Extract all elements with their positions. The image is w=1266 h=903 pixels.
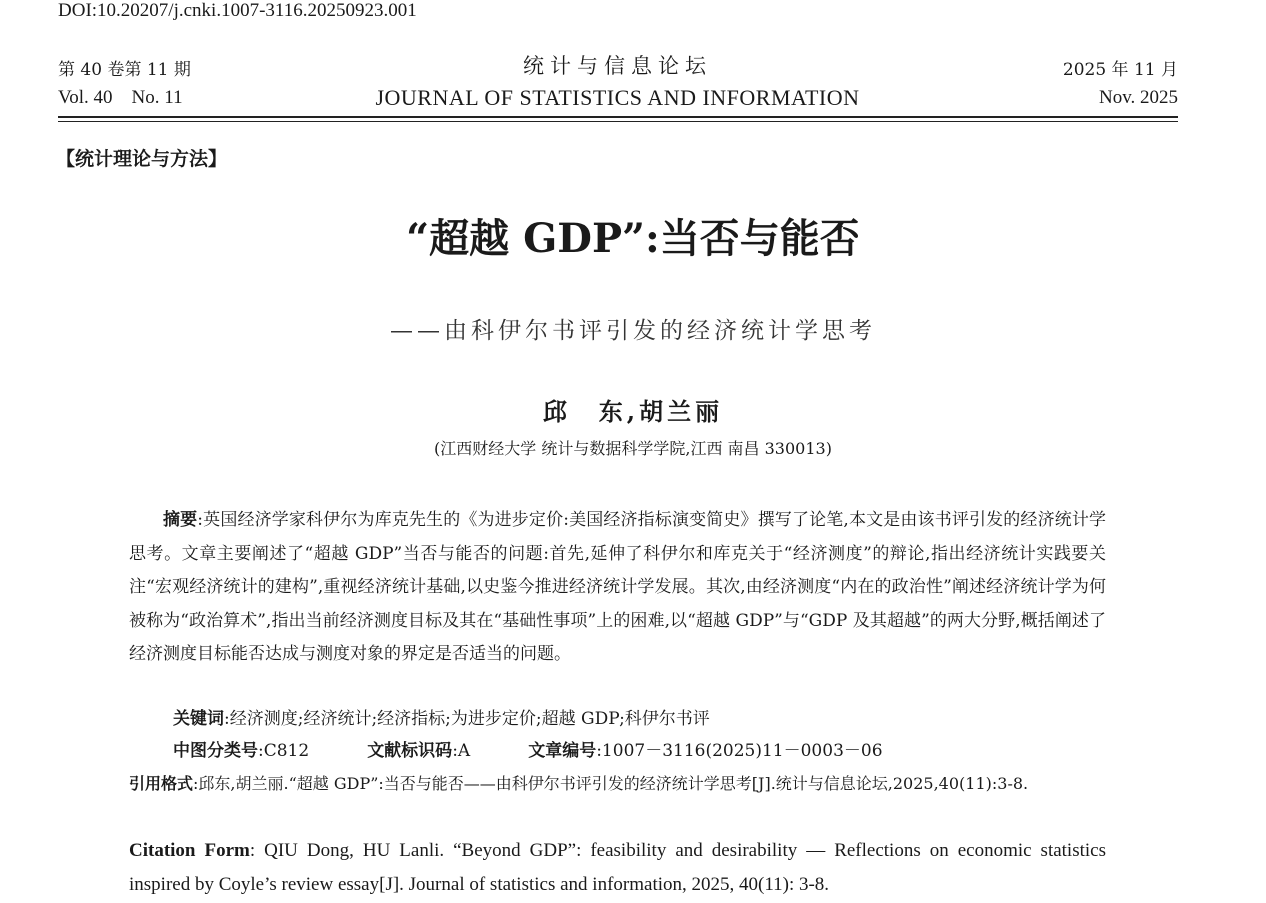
abstract <box>129 504 1106 672</box>
volume-cn: 第 40 卷第 11 期 <box>58 60 191 80</box>
paper-affiliation: (江西财经大学 统计与数据科学学院,江西 南昌 330013) <box>434 439 832 458</box>
citation-en-label: Citation Form <box>129 840 250 861</box>
keywords-text: :经济测度;经济统计;经济指标;为进步定价;超越 GDP;科伊尔书评 <box>224 709 710 729</box>
clc-label: 中图分类号 <box>173 741 258 761</box>
citation-cn <box>129 768 1106 800</box>
clc-value: :C812 <box>258 741 310 761</box>
abstract-text: :英国经济学家科伊尔为库克先生的《为进步定价:美国经济指标演变简史》撰写了论笔,本文是由该书评引发的经济统计学思考。文章主要阐述了“超越 GDP”当否与能否的问题:首先,延伸了科伊尔和库克关于“经济测度”的辩论,指出经济统计实践要关注“宏观经济统计的建构”,重视经济统计基础,以史鉴今推进经济统计学发展。其次,由经济测度“内在的政治性”阐述经济统计学为何被称为“政治算术”,指出当前经济测度目标及其在“基础性事项”上的困难,以“超越 GDP”与“GDP 及其超越”的两大分野,概括阐述了经济测度目标能否达成与测度对象的界定是否适当的问题。 <box>129 510 1107 664</box>
citation-en <box>129 834 1106 902</box>
volume-en: Vol. 40 No. 11 <box>58 87 183 108</box>
paper-title: “超越 GDP”:当否与能否 <box>406 215 860 262</box>
doi-line: DOI:10.20207/j.cnki.1007-3116.20250923.001 <box>58 0 417 21</box>
keywords-label: 关键词 <box>173 709 224 729</box>
header-journal <box>330 50 905 114</box>
citation-cn-label: 引用格式 <box>129 774 194 793</box>
doc-code-value: :A <box>452 741 471 761</box>
classification-line <box>173 736 883 766</box>
header-rule-thin <box>58 121 1178 122</box>
journal-name-en: JOURNAL OF STATISTICS AND INFORMATION <box>375 85 860 110</box>
header-rule-thick <box>58 116 1178 118</box>
date-en: Nov. 2025 <box>1099 87 1178 108</box>
header-date <box>1063 56 1178 112</box>
section-category: 【统计理论与方法】 <box>56 148 228 170</box>
paper-subtitle: ——由科伊尔书评引发的经济统计学思考 <box>390 318 876 344</box>
abstract-label: 摘要 <box>163 510 198 530</box>
journal-name-cn: 统计与信息论坛 <box>523 54 712 78</box>
doc-code-label: 文献标识码 <box>367 741 453 761</box>
article-number-value: :1007－3116(2025)11－0003－06 <box>596 741 883 761</box>
keywords <box>173 704 710 734</box>
article-number-label: 文章编号 <box>528 741 597 761</box>
paper-authors: 邱 东,胡兰丽 <box>542 397 724 426</box>
header-volume <box>58 56 191 112</box>
citation-cn-text: :邱东,胡兰丽.“超越 GDP”:当否与能否——由科伊尔书评引发的经济统计学思考[J].统计与信息论坛,2025,40(11):3-8. <box>193 774 1029 793</box>
date-cn: 2025 年 11 月 <box>1062 60 1178 80</box>
citation-en-text: : QIU Dong, HU Lanli. “Beyond GDP”: feasibility and desirability — Reflections on economic statistics inspired by Coyle’s review essay[J]. Journal of statistics and information, 2025, 40(11): 3-8. <box>129 840 1106 895</box>
